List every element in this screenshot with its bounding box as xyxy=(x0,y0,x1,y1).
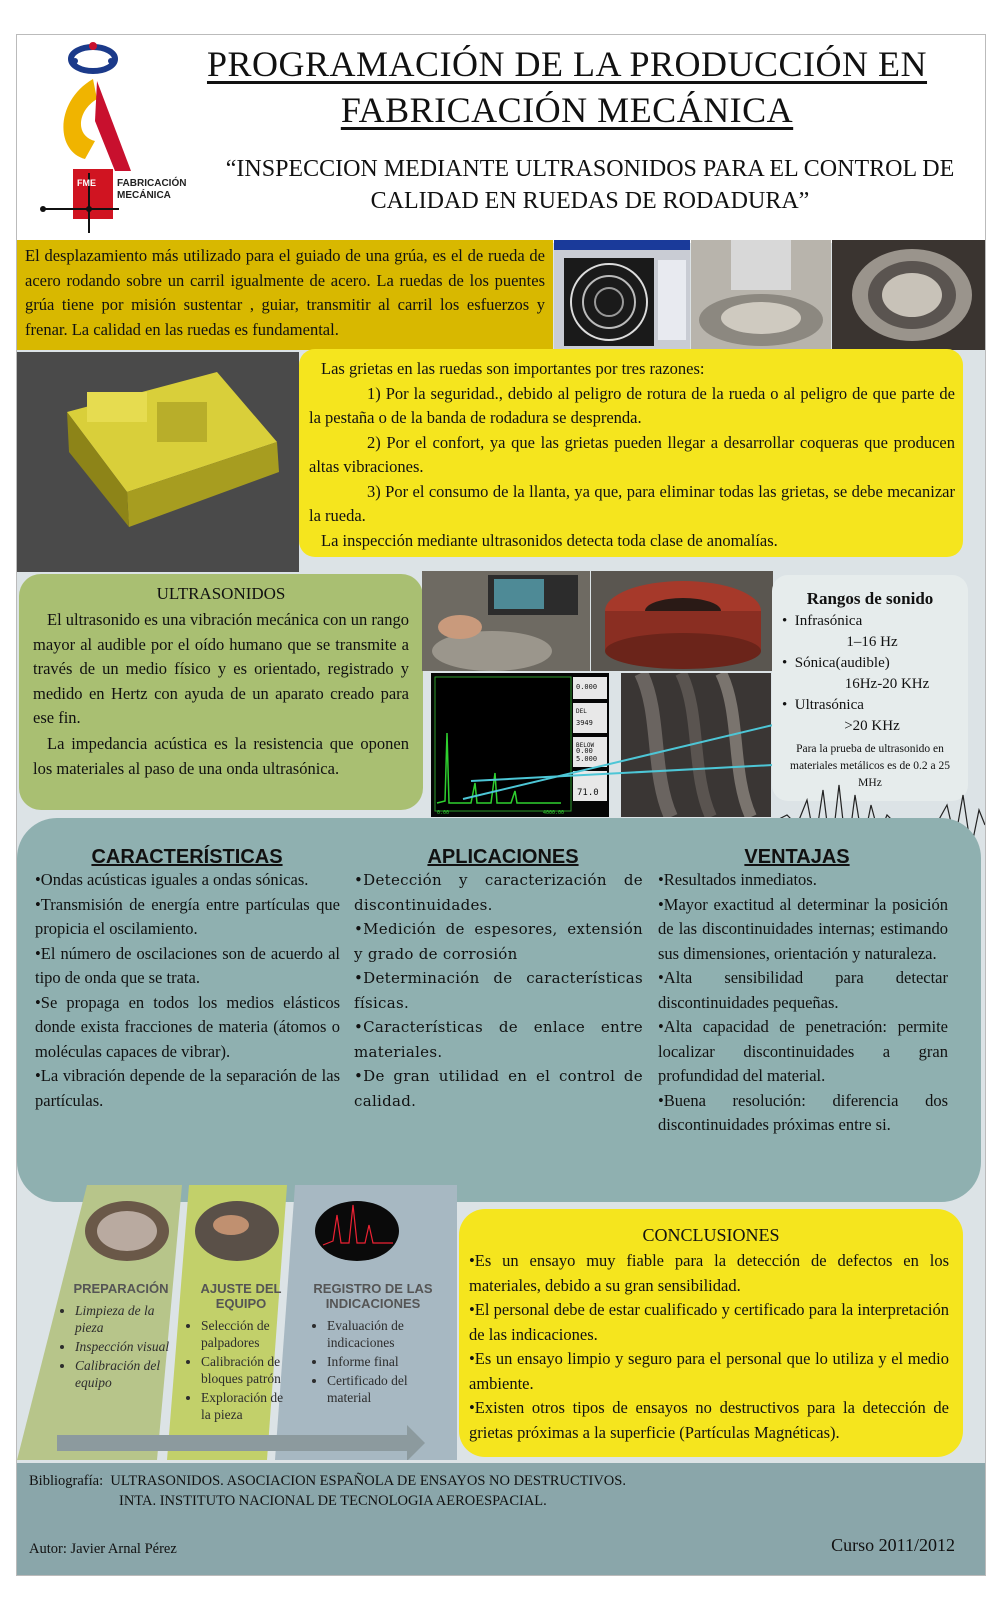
ventajas-item: •Alta sensibilidad para detectar discontinuidades pequeñas. xyxy=(658,968,948,1012)
rango-item: • Ultrasónica xyxy=(782,697,864,713)
step-item: • Informe final xyxy=(327,1353,433,1370)
ventajas-item: •Alta capacidad de penetración: permite localizar discontinuidades a gran profundidad del material. xyxy=(658,1017,948,1085)
step-title: AJUSTE DEL EQUIPO xyxy=(200,1281,282,1311)
step-item: • Certificado del material xyxy=(327,1372,433,1406)
step-title: REGISTRO DE LAS INDICACIONES xyxy=(313,1281,433,1311)
conclusiones-item: •Existen otros tipos de ensayos no destructivos para la detección de grietas próximas a la superficie (Partículas Magnéticas). xyxy=(469,1398,949,1442)
pointer-lines xyxy=(447,675,787,815)
crown-icon xyxy=(71,42,115,71)
step-item: • Calibración de bloques patrón xyxy=(201,1353,295,1387)
ventajas-list xyxy=(658,868,948,1138)
scope-readout-3: 3949 xyxy=(576,719,593,727)
rangos-box xyxy=(772,575,968,801)
conclusiones-item: •Es un ensayo limpio y seguro para el personal que lo utiliza y el medio ambiente. xyxy=(469,1349,949,1393)
aplicaciones-item: •Detección y caracterización de discontinuidades. xyxy=(354,871,643,914)
header xyxy=(17,35,985,243)
step-ajuste xyxy=(187,1281,295,1425)
rangos-note: Para la prueba de ultrasonido en materiales metálicos es de 0.2 a 25 MHz xyxy=(790,743,950,789)
step-registro xyxy=(313,1281,433,1408)
step-preparacion xyxy=(61,1281,181,1393)
aplicaciones-item: •Características de enlace entre materiales. xyxy=(354,1018,643,1061)
features-section xyxy=(17,818,981,1202)
subtitle-line-2: CALIDAD EN RUEDAS DE RODADURA” xyxy=(370,188,810,214)
intro-box xyxy=(17,240,553,350)
ultrasonidos-box xyxy=(19,574,423,810)
biblio-entry-2: INTA. INSTITUTO NACIONAL DE TECNOLOGIA AEROESPACIAL. xyxy=(119,1493,547,1509)
scope-axis-right: 4000.00 xyxy=(543,810,565,816)
probe-inspection-image xyxy=(422,571,590,671)
step-title: PREPARACIÓN xyxy=(73,1281,169,1296)
logo-badge: FME xyxy=(77,178,96,188)
title-line-2: FABRICACIÓN MECÁNICA xyxy=(340,90,794,130)
conclusiones-item: •Es un ensayo muy fiable para la detección de defectos en los materiales, debido a su gran sensibilidad. xyxy=(469,1251,949,1295)
reason-3: 3) Por el consumo de la llanta, ya que, para eliminar todas las grietas, se debe mecanizar la rueda. xyxy=(309,481,955,525)
aplicaciones-item: •Medición de espesores, extensión y grado de corrosión xyxy=(354,920,643,963)
reasons-closing: La inspección mediante ultrasonidos detecta toda clase de anomalías. xyxy=(321,530,778,550)
step-item: • Evaluación de indicaciones xyxy=(327,1317,433,1351)
rango-label: Sónica(audible) xyxy=(794,655,890,671)
rango-value: >20 KHz xyxy=(844,718,900,734)
software-screenshot-image xyxy=(554,240,690,350)
subtitle-line-1: “INSPECCION MEDIANTE ULTRASONIDOS PARA EL CONTROL DE xyxy=(225,156,955,182)
step-item: • Selección de palpadores xyxy=(201,1317,295,1351)
conclusiones-box xyxy=(459,1209,963,1457)
footer xyxy=(17,1463,985,1575)
wheel-image xyxy=(832,240,985,350)
rango-label: Ultrasónica xyxy=(794,697,864,713)
scope-axis-left: 0.00 xyxy=(437,810,450,816)
caracteristicas-list xyxy=(35,868,340,1113)
caracteristicas-item: •Ondas acústicas iguales a ondas sónicas. xyxy=(35,870,309,889)
scope-readout-4: 0.00 xyxy=(576,747,593,755)
wheel-machining-image xyxy=(691,240,831,350)
caracteristicas-item: •Transmisión de energía entre partículas que propicia el oscilamiento. xyxy=(35,894,340,938)
reason-2: 2) Por el confort, ya que las grietas pueden llegar a desarrollar coqueras que producen altas vibraciones. xyxy=(309,432,955,476)
rango-value: 1–16 Hz xyxy=(846,634,898,650)
rangos-list xyxy=(782,611,962,737)
logo-text-2: MECÁNICA xyxy=(117,190,171,201)
scope-readout-5: 5.000 xyxy=(576,755,598,763)
poster-title xyxy=(167,41,967,133)
title-line-1: PROGRAMACIÓN DE LA PRODUCCIÓN EN xyxy=(206,44,928,84)
aplicaciones-item: •De gran utilidad en el control de calidad. xyxy=(354,1067,643,1110)
aplicaciones-title: APLICACIONES xyxy=(427,846,579,868)
step-item: • Inspección visual xyxy=(75,1338,181,1355)
scope-readout-6: BELOW xyxy=(576,742,595,749)
ventajas-item: •Resultados inmediatos. xyxy=(658,870,817,889)
step-item: • Calibración del equipo xyxy=(75,1357,181,1391)
conclusiones-item: •El personal debe de estar cualificado y certificado para la interpretación de las indicaciones. xyxy=(469,1300,949,1344)
poster xyxy=(16,34,986,1576)
red-wheel-image xyxy=(591,571,773,671)
ventajas-item: •Buena resolución: diferencia dos discontinuidades próximas entre si. xyxy=(658,1090,948,1134)
rango-label: Infrasónica xyxy=(794,613,863,629)
poster-subtitle xyxy=(195,153,985,217)
reasons-box xyxy=(299,349,963,557)
biblio-entry-1: ULTRASONIDOS. ASOCIACION ESPAÑOLA DE ENSAYOS NO DESTRUCTIVOS. xyxy=(110,1473,626,1489)
author: Autor: Javier Arnal Pérez xyxy=(29,1541,177,1557)
rango-item: • Sónica(audible) xyxy=(782,655,890,671)
rango-value: 16Hz-20 KHz xyxy=(844,676,930,692)
conclusiones-list xyxy=(469,1249,949,1445)
rango-item: • Infrasónica xyxy=(782,613,863,629)
course: Curso 2011/2012 xyxy=(831,1535,955,1555)
biblio-label: Bibliografía: xyxy=(29,1473,104,1489)
intro-text: El desplazamiento más utilizado para el guiado de una grúa, es el de rueda de acero rodando sobre un carril igualmente de acero. La ruedas de los puentes grúa tiene por misión sustentar , guiar, transmitir al carril los esfuerzos y frenar. La calidad en las ruedas es fundamental. xyxy=(25,246,545,339)
step-item: • Limpieza de la pieza xyxy=(75,1302,181,1336)
ultrasonidos-title: ULTRASONIDOS xyxy=(156,584,286,603)
aplicaciones-list xyxy=(354,868,643,1113)
bibliography xyxy=(29,1471,626,1511)
caracteristicas-item: •El número de oscilaciones son de acuerdo al tipo de onda que se trata. xyxy=(35,943,340,987)
step-item: • Exploración de la pieza xyxy=(201,1389,295,1423)
reason-1: 1) Por la seguridad., debido al peligro de rotura de la rueda o al peligro de que parte de la pestaña o de la banda de rodadura se desprenda. xyxy=(309,383,955,427)
ventajas-title: VENTAJAS xyxy=(744,846,850,868)
reasons-text xyxy=(309,357,955,553)
ultrasonidos-p2: La impedancia acústica es la resistencia que oponen los materiales al paso de una onda ultrasónica. xyxy=(33,734,409,778)
caracteristicas-item: •La vibración depende de la separación de las partículas. xyxy=(35,1066,340,1110)
ultrasonidos-p1: El ultrasonido es una vibración mecánica con un rango mayor al audible por el oído humano que se transmite a través de un medio físico y es orientado, registrado y medido en Hertz con ayuda de un aparato creado para ese fin. xyxy=(33,610,409,727)
caracteristicas-item: •Se propaga en todos los medios elásticos donde exista fracciones de materia (átomos o moléculas capaces de vibrar). xyxy=(35,992,340,1061)
crane-image xyxy=(17,352,299,572)
rangos-title: Rangos de sonido xyxy=(806,589,934,608)
logo-text-1: FABRICACIÓN xyxy=(117,178,187,189)
scope-readout-2: DEL xyxy=(576,708,587,715)
aplicaciones-item: •Determinación de características físicas. xyxy=(354,969,643,1012)
caracteristicas-title: CARACTERÍSTICAS xyxy=(91,846,283,868)
scope-readout-7: 71.0 xyxy=(577,788,599,798)
conclusiones-title: CONCLUSIONES xyxy=(642,1225,780,1245)
ventajas-item: •Mayor exactitud al determinar la posición de las discontinuidades internas; estimando sus dimensiones, orientación y naturaleza. xyxy=(658,894,948,963)
reasons-intro: Las grietas en las ruedas son importantes por tres razones: xyxy=(321,359,705,378)
scope-readout-1: 0.000 xyxy=(576,683,598,691)
